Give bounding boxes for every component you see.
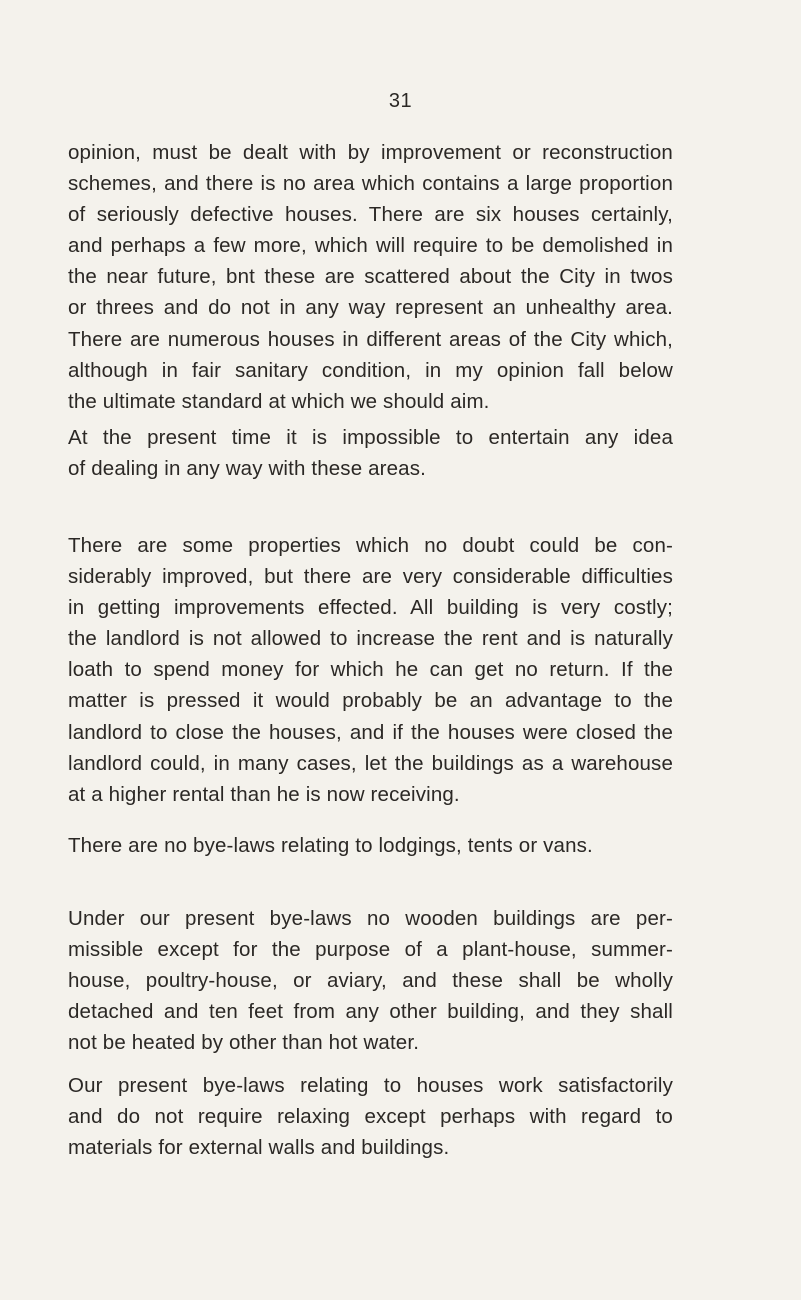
text-line: There are no bye-laws relating to lodgings, tents or vans.: [68, 834, 593, 857]
text-line: matter is pressed it would probably be an advantage to the: [68, 689, 673, 713]
text-line: siderably improved, but there are very considerable difficulties: [68, 565, 673, 589]
text-line: the near future, bnt these are scattered about the City in twos: [68, 265, 673, 289]
text-line: and do not require relaxing except perhaps with regard to: [68, 1105, 673, 1129]
text-line: in getting improvements effected. All building is very costly;: [68, 596, 673, 620]
text-line: the landlord is not allowed to increase the rent and is naturally: [68, 627, 673, 651]
paragraph-wooden-buildings: [68, 903, 673, 1058]
text-line: of dealing in any way with these areas.: [68, 457, 426, 481]
paragraph-present-time: [68, 422, 673, 484]
text-line: of seriously defective houses. There are six houses certainly,: [68, 203, 673, 227]
paragraph-improvement-schemes: [68, 137, 673, 417]
text-line: although in fair sanitary condition, in my opinion fall below: [68, 358, 673, 382]
text-line: loath to spend money for which he can get no return. If the: [68, 658, 673, 682]
text-line: and perhaps a few more, which will require to be demolished in: [68, 234, 673, 258]
text-line: There are some properties which no doubt could be con-: [68, 534, 673, 557]
text-line: or threes and do not in any way represent an unhealthy area.: [68, 296, 673, 320]
paragraph-lodgings: [68, 830, 673, 861]
text-line: missible except for the purpose of a plant-house, summer-: [68, 938, 673, 962]
text-line: landlord could, in many cases, let the buildings as a warehouse: [68, 751, 673, 775]
page-number: 31: [388, 90, 413, 112]
text-line: at a higher rental than he is now receiving.: [68, 782, 460, 806]
text-line: Under our present bye-laws no wooden buildings are per-: [68, 907, 673, 930]
text-line: detached and ten feet from any other building, and they shall: [68, 1000, 673, 1024]
paragraph-properties: [68, 530, 673, 810]
text-line: the ultimate standard at which we should aim.: [68, 389, 490, 413]
text-line: Our present bye-laws relating to houses work satisfactorily: [68, 1074, 673, 1097]
text-line: At the present time it is impossible to entertain any idea: [68, 426, 673, 449]
text-line: materials for external walls and buildings.: [68, 1136, 450, 1160]
paragraph-bye-laws-houses: [68, 1070, 673, 1163]
text-line: There are numerous houses in different areas of the City which,: [68, 327, 673, 351]
text-line: opinion, must be dealt with by improvement or reconstruction: [68, 141, 673, 164]
text-line: house, poultry-house, or aviary, and these shall be wholly: [68, 969, 673, 993]
text-line: landlord to close the houses, and if the houses were closed the: [68, 720, 673, 744]
text-line: schemes, and there is no area which contains a large proportion: [68, 172, 673, 196]
text-line: not be heated by other than hot water.: [68, 1031, 420, 1055]
